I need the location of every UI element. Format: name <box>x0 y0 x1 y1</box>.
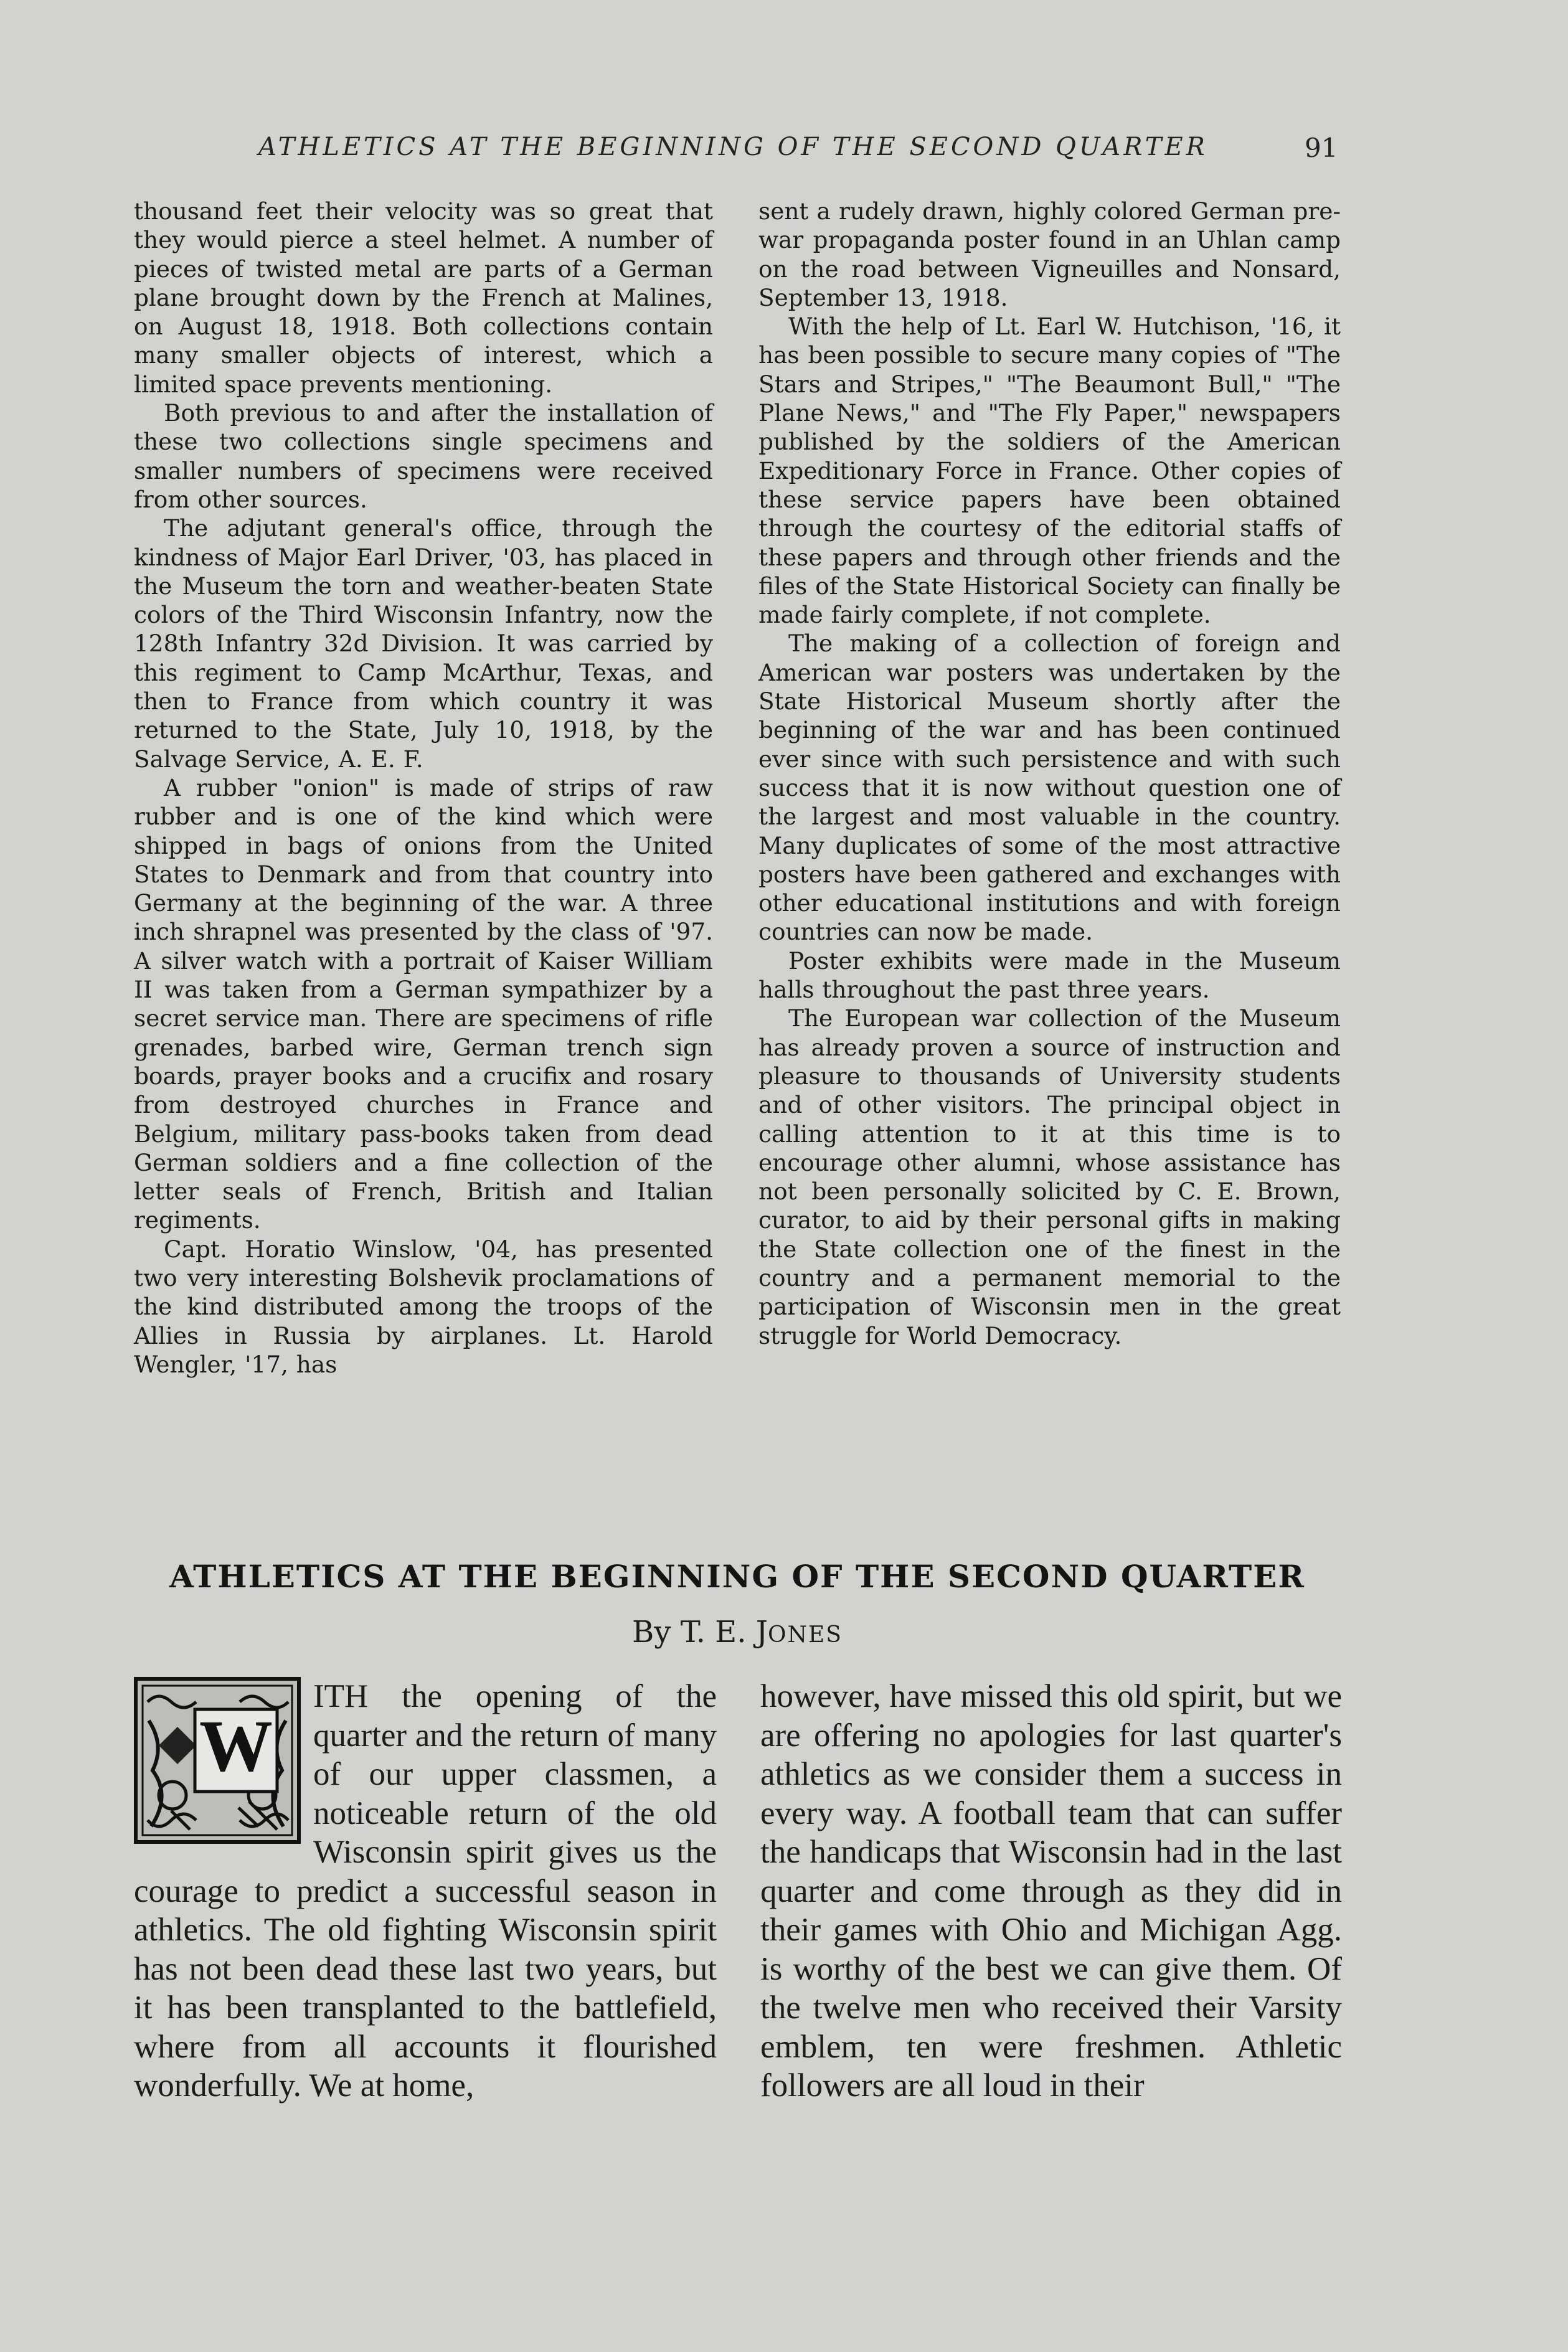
article-column-right <box>760 1677 1342 2105</box>
paragraph: The European war collection of the Museum has already proven a source of instruction and pleasure to thousands of University students and of other visitors. The principal object in calling attention to it at this time is to encourage other alumni, whose assistance has not been personally solicited by C. E. Brown, curator, to aid by their personal gifts in making the State collection one of the finest in the country and a permanent memorial to the participation of Wisconsin men in the great struggle for World Democracy. <box>758 1004 1341 1349</box>
paragraph: sent a rudely drawn, highly colored German pre-war propaganda poster found in an Uhlan camp on the road between Vigneuilles and Nonsard, September 13, 1918. <box>758 197 1341 311</box>
drop-cap-ornament <box>134 1677 301 1844</box>
column-right-top <box>758 197 1341 1350</box>
paragraph: The making of a collection of foreign and American war posters was undertaken by the State Historical Museum shortly after the beginning of the war and has been continued ever since with such persistence and with such success that it is now without question one of the largest and most valuable in the country. Many duplicates of some of the most attractive posters have been gathered and exchanges with other educational institutions and with foreign countries can now be made. <box>758 630 1341 946</box>
paragraph: ITH the opening of the quarter and the return of many of our upper classmen, a noticeable return of the old Wisconsin spirit gives us the courage to predict a successful season in athletics. The old fighting Wisconsin spirit has not been dead these last two years, but it has been transplanted to the battlefield, where from all accounts it flourished wonderfully. We at home, <box>134 1678 717 2104</box>
byline-prefix: By T. E. J <box>632 1615 768 1650</box>
paragraph: thousand feet their velocity was so great that they would pierce a steel helmet. A number of pieces of twisted metal are parts of a German plane brought down by the French at Malines, on August 18, 1918. Both collections contain many smaller objects of interest, which a limited space prevents mentioning. <box>134 197 713 398</box>
paragraph: Both previous to and after the installation of these two collections single specimens and smaller numbers of specimens were received from other sources. <box>134 399 713 513</box>
article-column-left <box>134 1677 717 2105</box>
ornament-icon <box>134 1677 301 1844</box>
article-title: ATHLETICS AT THE BEGINNING OF THE SECOND QUARTER <box>169 1558 1305 1595</box>
paragraph: Poster exhibits were made in the Museum halls throughout the past three years. <box>758 947 1341 1004</box>
byline-smallcaps: ONES <box>767 1622 843 1648</box>
paragraph: The adjutant general's office, through the kindness of Major Earl Driver, '03, has placed in the Museum the torn and weather-beaten State colors of the Third Wisconsin Infantry, now the 128th Infantry 32d Division. It was carried by this regiment to Camp McArthur, Texas, and then to France from which country it was returned to the State, July 10, 1918, by the Salvage Service, A. E. F. <box>134 514 713 773</box>
running-head: ATHLETICS AT THE BEGINNING OF THE SECOND QUARTER <box>258 133 1208 161</box>
paragraph: With the help of Lt. Earl W. Hutchison, '16, it has been possible to secure many copies of "The Stars and Stripes," "The Beaumont Bull," "The Plane News," and "The Fly Paper," newspapers published by the soldiers of the American Expeditionary Force in France. Other copies of these service papers have been obtained through the courtesy of the editorial staffs of these papers and through other friends and the files of the State Historical Society can finally be made fairly complete, if not complete. <box>758 313 1341 629</box>
paragraph: however, have missed this old spirit, but we are offering no apologies for last quarter's athletics as we consider them a success in every way. A football team that can suffer the handicaps that Wisconsin had in the last quarter and come through as they did in their games with Ohio and Michigan Agg. is worthy of the best we can give them. Of the twelve men who received their Varsity emblem, ten were freshmen. Athletic followers are all loud in their <box>760 1678 1342 2104</box>
drop-cap-letter: W <box>199 1705 273 1787</box>
byline <box>134 1615 1341 1650</box>
paragraph: Capt. Horatio Winslow, '04, has presented two very interesting Bolshevik proclamations of the kind distributed among the troops of the Allies in Russia by airplanes. Lt. Harold Wengler, '17, has <box>134 1235 713 1378</box>
paragraph: A rubber "onion" is made of strips of raw rubber and is one of the kind which were shipped in bags of onions from the United States to Denmark and from that country into Germany at the beginning of the war. A three inch shrapnel was presented by the class of '97. A silver watch with a portrait of Kaiser William II was taken from a German sympathizer by a secret service man. There are specimens of rifle grenades, barbed wire, German trench sign boards, prayer books and a crucifix and rosary from destroyed churches in France and Belgium, military pass-books taken from dead German soldiers and a fine collection of the letter seals of French, British and Italian regiments. <box>134 773 713 1234</box>
column-left-top <box>134 197 713 1379</box>
page-number: 91 <box>1305 133 1338 163</box>
